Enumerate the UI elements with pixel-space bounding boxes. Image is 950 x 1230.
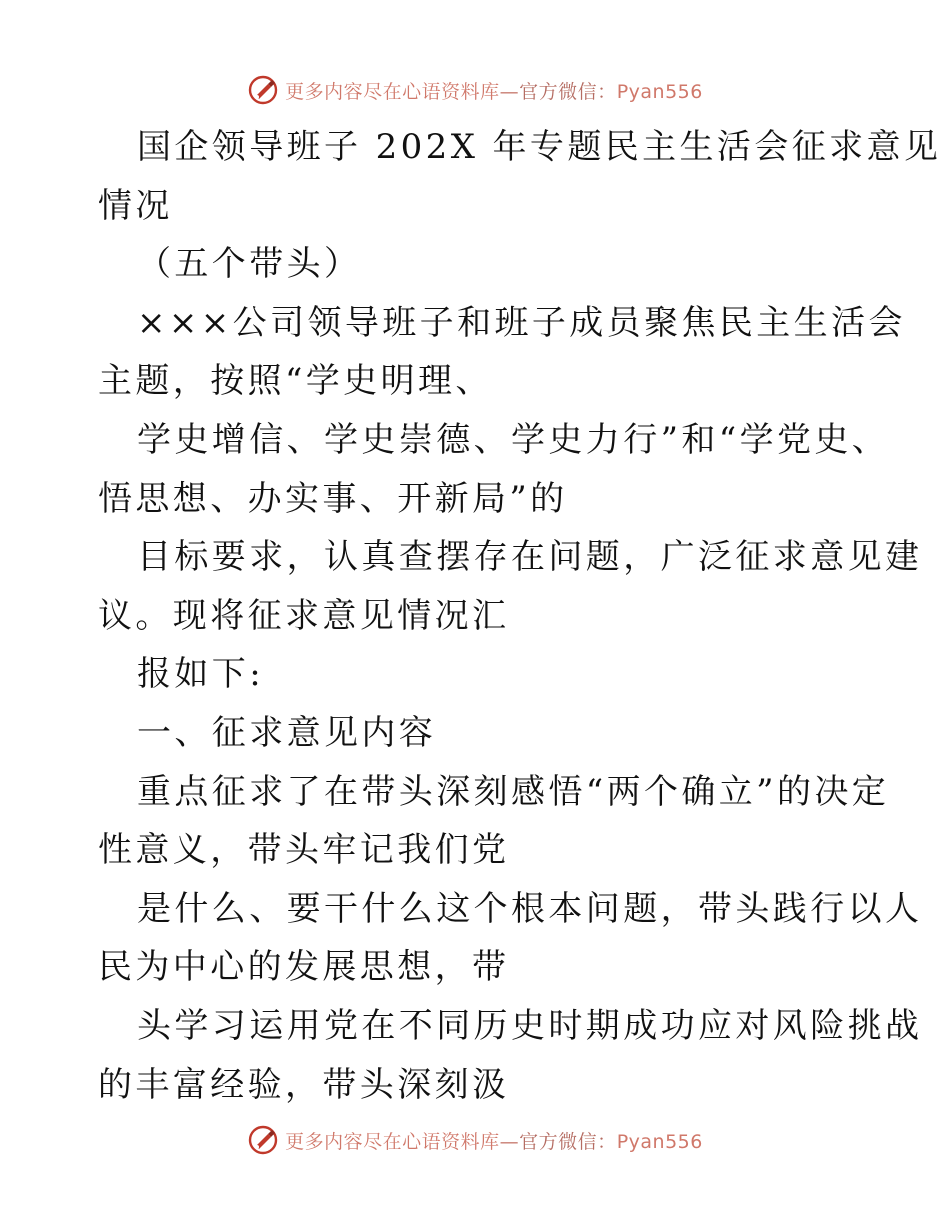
text-line: 民为中心的发展思想，带 (98, 947, 510, 988)
pen-seal-logo-icon (247, 74, 279, 106)
watermark-separator: — (499, 80, 520, 103)
watermark-wechat-id: Pyan556 (616, 80, 703, 103)
text-line: 目标要求，认真查摆存在问题，广泛征求意见建 (137, 537, 923, 578)
watermark-wechat-label: 官方微信： (519, 80, 617, 103)
watermark-group (247, 74, 703, 106)
watermark-site-text: 更多内容尽在心语资料库 (285, 80, 500, 103)
text-line: 头学习运用党在不同历史时期成功应对风险挑战 (137, 1005, 923, 1046)
text-line: ×××公司领导班子和班子成员聚焦民主生活会 (137, 302, 906, 343)
text-line: 的丰富经验，带头深刻汲 (98, 1064, 510, 1105)
text-line: 议。现将征求意见情况汇 (98, 595, 510, 636)
watermark-wechat-id: Pyan556 (616, 1130, 703, 1153)
text-line: （五个带头） (137, 244, 362, 285)
header-watermark (0, 70, 950, 110)
text-line: 主题，按照“学史明理、 (98, 361, 493, 402)
text-line: 一、征求意见内容 (137, 712, 437, 753)
watermark-text (285, 1127, 703, 1154)
text-line: 性意义，带头牢记我们党 (98, 830, 510, 871)
text-line: 悟思想、办实事、开新局”的 (98, 478, 568, 519)
watermark-wechat-label: 官方微信： (519, 1130, 617, 1153)
text-line: 报如下: (137, 654, 265, 695)
text-line: 情况 (98, 185, 173, 226)
document-body (98, 118, 942, 1114)
footer-watermark (0, 1120, 950, 1160)
pen-seal-logo-icon (247, 1124, 279, 1156)
watermark-group (247, 1124, 703, 1156)
text-line: 国企领导班子 202X 年专题民主生活会征求意见 (137, 127, 942, 167)
text-line: 重点征求了在带头深刻感悟“两个确立”的决定 (137, 771, 890, 812)
watermark-text (285, 77, 703, 104)
watermark-site-text: 更多内容尽在心语资料库 (285, 1130, 500, 1153)
text-line: 学史增信、学史崇德、学史力行”和“学党史、 (137, 419, 890, 460)
watermark-separator: — (499, 1130, 520, 1153)
text-line: 是什么、要干什么这个根本问题，带头践行以人 (137, 888, 923, 929)
